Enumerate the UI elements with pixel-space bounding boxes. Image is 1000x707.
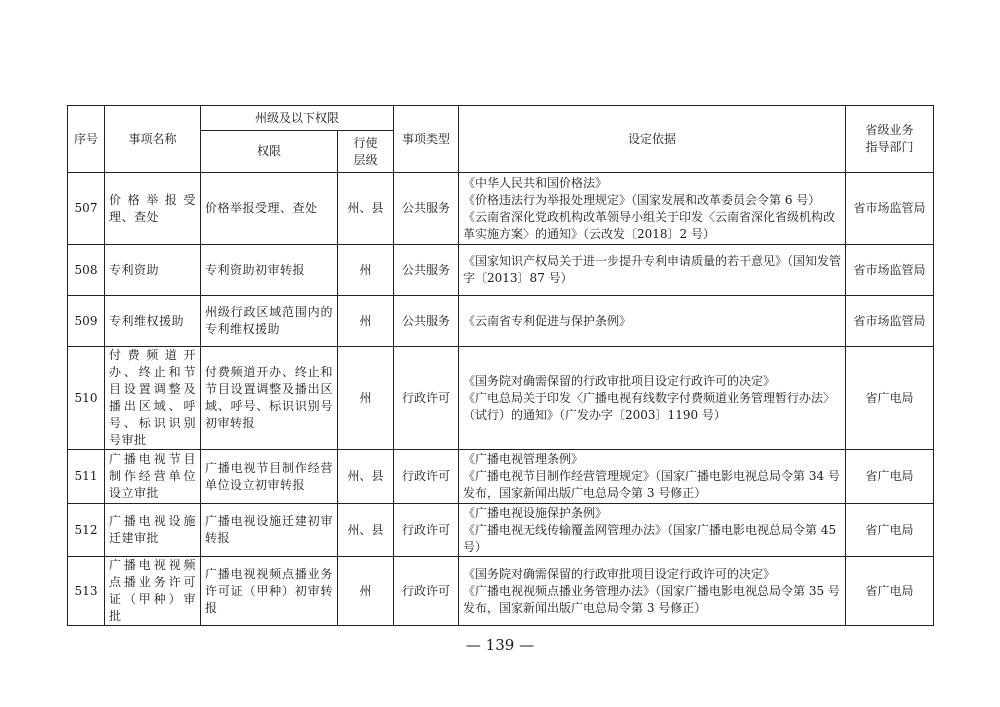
header-item-type: 事项类型 <box>394 106 459 173</box>
row-item-name: 付费频道开办、终止和节目设置调整及播出区域、呼号、标识识别号审批 <box>105 347 201 450</box>
table-row <box>68 504 934 557</box>
row-authority: 付费频道开办、终止和节目设置调整及播出区域、呼号、标识识别号初审转报 <box>201 347 338 450</box>
row-type: 公共服务 <box>394 296 459 347</box>
row-level: 州、县 <box>338 504 394 557</box>
row-level: 州、县 <box>338 173 394 245</box>
row-basis <box>459 504 846 557</box>
row-basis <box>459 245 846 296</box>
row-dept: 省广电局 <box>846 504 934 557</box>
basis-line: 《广播电视节目制作经营管理规定》（国家广播电影电视总局令第 34 号发布，国家新闻出版广电总局令第 3 号修正） <box>463 469 840 500</box>
row-dept: 省广电局 <box>846 450 934 504</box>
basis-line: 《国家知识产权局关于进一步提升专利申请质量的若干意见》（国知发管字〔2013〕87 号） <box>463 254 842 285</box>
row-item-name: 广播电视视频点播业务许可证（甲种）审批 <box>105 557 201 626</box>
row-dept: 省广电局 <box>846 347 934 450</box>
row-basis <box>459 450 846 504</box>
page-number: — 139 — <box>465 636 535 654</box>
row-seq: 507 <box>68 173 105 245</box>
row-type: 公共服务 <box>394 173 459 245</box>
row-level: 州 <box>338 347 394 450</box>
basis-line: 《国务院对确需保留的行政审批项目设定行政许可的决定》 <box>463 566 776 581</box>
header-dept: 省级业务指导部门 <box>846 106 934 173</box>
row-seq: 512 <box>68 504 105 557</box>
header-basis: 设定依据 <box>459 106 846 173</box>
header-level: 行使层级 <box>338 131 394 173</box>
row-authority: 州级行政区域范围内的专利维权援助 <box>201 296 338 347</box>
basis-line: 《价格违法行为举报处理规定》（国家发展和改革委员会令第 6 号） <box>463 192 821 207</box>
row-authority: 价格举报受理、查处 <box>201 173 338 245</box>
basis-line: 《广播电视无线传输覆盖网管理办法》（国家广播电影电视总局令第 45 号） <box>463 522 837 554</box>
row-basis <box>459 557 846 626</box>
row-dept: 省市场监管局 <box>846 296 934 347</box>
row-authority: 广播电视视频点播业务许可证（甲种）初审转报 <box>201 557 338 626</box>
row-item-name: 专利维权援助 <box>105 296 201 347</box>
row-seq: 508 <box>68 245 105 296</box>
table-row <box>68 245 934 296</box>
row-authority: 专利资助初审转报 <box>201 245 338 296</box>
row-seq: 510 <box>68 347 105 450</box>
basis-line: 《广播电视管理条例》 <box>463 452 584 466</box>
row-item-name: 专利资助 <box>105 245 201 296</box>
basis-line: 《国务院对确需保留的行政审批项目设定行政许可的决定》 <box>463 373 776 388</box>
row-item-name: 价格举报受理、查处 <box>105 173 201 245</box>
row-level: 州 <box>338 557 394 626</box>
table-row <box>68 347 934 450</box>
permissions-table <box>67 105 934 626</box>
row-authority: 广播电视设施迁建初审转报 <box>201 504 338 557</box>
row-basis <box>459 347 846 450</box>
header-item-name: 事项名称 <box>105 106 201 173</box>
basis-line: 《广播电视视频点播业务管理办法》（国家广播电影电视总局令第 35 号发布，国家新闻出版广电总局令第 3 号修正） <box>463 583 840 615</box>
row-level: 州 <box>338 296 394 347</box>
basis-line: 《广电总局关于印发〈广播电视有线数字付费频道业务管理暂行办法〉（试行）的通知》（广发办字〔2003〕1190 号） <box>463 390 836 422</box>
basis-line: 《云南省深化党政机构改革领导小组关于印发〈云南省深化省级机构改革实施方案〉的通知》（云改发〔2018〕2 号） <box>463 209 836 241</box>
row-item-name: 广播电视节目制作经营单位设立审批 <box>105 450 201 504</box>
table-row <box>68 173 934 245</box>
header-authority: 权限 <box>201 131 338 173</box>
row-seq: 509 <box>68 296 105 347</box>
row-seq: 513 <box>68 557 105 626</box>
row-type: 行政许可 <box>394 504 459 557</box>
row-dept: 省广电局 <box>846 557 934 626</box>
row-type: 行政许可 <box>394 450 459 504</box>
header-seq: 序号 <box>68 106 105 173</box>
basis-line: 《广播电视设施保护条例》 <box>463 505 608 520</box>
row-level: 州、县 <box>338 450 394 504</box>
basis-line: 《中华人民共和国价格法》 <box>463 175 608 190</box>
row-seq: 511 <box>68 450 105 504</box>
row-type: 行政许可 <box>394 347 459 450</box>
row-level: 州 <box>338 245 394 296</box>
basis-line: 《云南省专利促进与保护条例》 <box>463 313 632 328</box>
table-row <box>68 557 934 626</box>
row-type: 公共服务 <box>394 245 459 296</box>
table-row <box>68 450 934 504</box>
row-basis <box>459 173 846 245</box>
table-row <box>68 296 934 347</box>
row-item-name: 广播电视设施迁建审批 <box>105 504 201 557</box>
row-type: 行政许可 <box>394 557 459 626</box>
row-authority: 广播电视节目制作经营单位设立初审转报 <box>201 450 338 504</box>
header-authority-group: 州级及以下权限 <box>201 106 394 131</box>
row-dept: 省市场监管局 <box>846 245 934 296</box>
row-dept: 省市场监管局 <box>846 173 934 245</box>
row-basis <box>459 296 846 347</box>
